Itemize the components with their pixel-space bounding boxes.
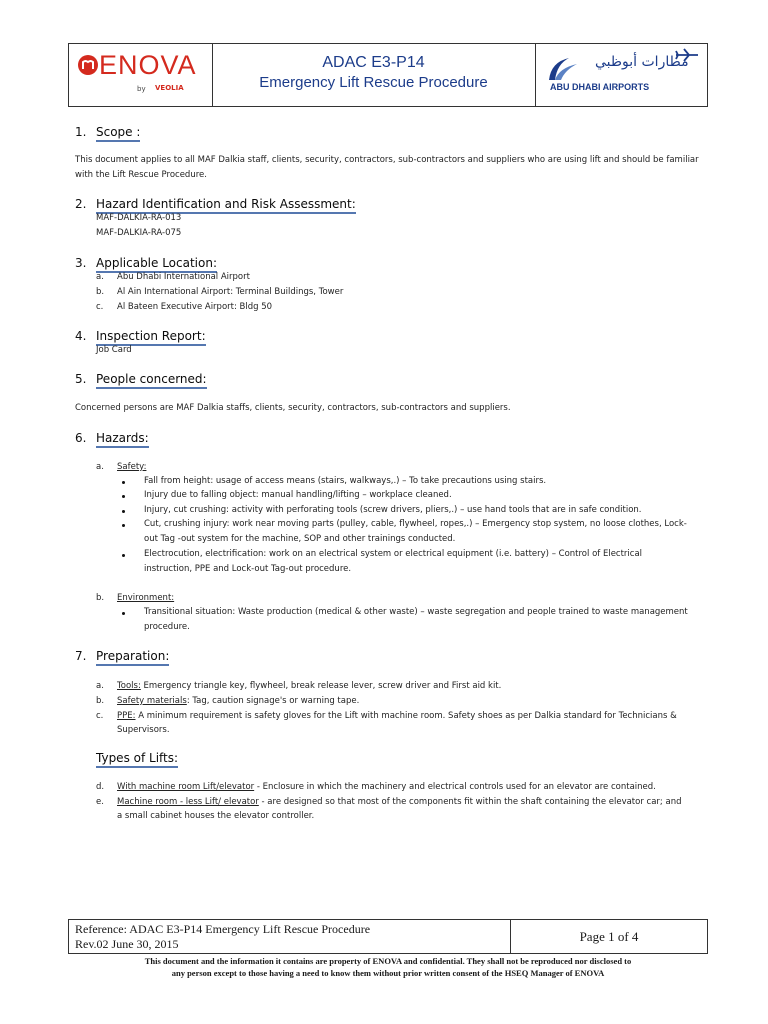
abu-dhabi-airports-logo [535,44,707,106]
scope-text: This document applies to all MAF Dalkia staff, clients, security, contractors, sub-contractors and suppliers who are using lift and should be familiar with the Lift Rescue Procedure. [75,155,699,180]
prep-mark: a. [96,681,104,691]
type-item-cont: a small cabinet houses the elevator controller. [117,811,315,821]
reference-cell [69,920,511,953]
section-title: Inspection Report: [96,329,206,346]
airport-swoosh-icon [547,54,585,84]
type-item: Machine room - less Lift/ elevator - are designed so that most of the components fit within the shaft containing the elevator car; and [117,797,682,807]
section-location-heading: 3. Applicable Location: [75,256,217,270]
enova-logo [69,44,213,106]
revision-line: Rev.02 June 30, 2015 [75,937,179,951]
risk-assessment-ref: MAF-DALKIA-RA-013 [96,213,182,223]
location-item-mark: b. [96,287,105,297]
confidentiality-disclaimer: This document and the information it contains are property of ENOVA and confidential. They shall not be reproduced nor disclosed to any person except to those having a need to know them without prior written consent of the HSEQ Manager of ENOVA [144,956,632,978]
header-title-block [212,44,536,106]
section-scope-heading: 1. Scope : [75,125,140,139]
safety-label: Safety: [117,462,147,472]
page-number: Page 1 of 4 [579,929,639,944]
people-text: Concerned persons are MAF Dalkia staffs, clients, security, contractors, sub-contractors and suppliers. [75,403,511,413]
location-item-mark: a. [96,272,104,282]
section-title: Types of Lifts: [96,751,178,768]
prep-item: Safety materials: Tag, caution signage's or warning tape. [117,696,360,706]
safety-item: Electrocution, electrification: work on an electrical system or electrical equipment (i.e. battery) – Control of Electrical [144,549,643,559]
section-title: Scope : [96,125,140,142]
document-title: Emergency Lift Rescue Procedure [259,74,488,91]
document-header [68,43,708,107]
document-code: ADAC E3-P14 [322,54,425,71]
risk-assessment-ref: MAF-DALKIA-RA-075 [96,228,182,238]
safety-item-cont: instruction, PPE and Lock-out Tag-out procedure. [144,564,352,574]
prep-mark: b. [96,696,105,706]
section-types-heading [96,751,178,765]
type-mark: e. [96,797,104,807]
type-mark: d. [96,782,105,792]
bullet-icon [122,524,125,527]
bullet-icon [122,612,125,615]
reference-line: Reference: ADAC E3-P14 Emergency Lift Rescue Procedure [75,922,371,936]
prep-item: Tools: Emergency triangle key, flywheel, break release lever, screw driver and First aid kit. [117,681,502,691]
environment-item: Transitional situation: Waste production (medical & other waste) – waste segregation and people trained to waste management [144,607,688,617]
location-item-mark: c. [96,302,104,312]
location-item: Al Bateen Executive Airport: Bldg 50 [117,302,273,312]
section-people-heading: 5. People concerned: [75,372,207,386]
section-preparation-heading: 7. Preparation: [75,649,169,663]
type-item: With machine room Lift/elevator - Enclosure in which the machinery and electrical controls used for an elevator are contained. [117,782,656,792]
hazard-mark: b. [96,593,105,603]
arabic-logo-text: مطارات أبوظبي [595,54,689,70]
enova-logo-icon [77,54,99,76]
prep-mark: c. [96,711,104,721]
safety-item: Injury due to falling object: manual handling/lifting – workplace cleaned. [144,490,452,500]
section-title: People concerned: [96,372,207,389]
veolia-text: VEOLIA [155,84,184,92]
footer-reference-table [68,919,708,954]
prep-item: PPE: A minimum requirement is safety gloves for the Lift with machine room. Safety shoes as per Dalkia standard for Technicians & [117,711,677,721]
section-title: Applicable Location: [96,256,217,273]
enova-wordmark: ENOVA [99,50,197,80]
bullet-icon [122,510,125,513]
inspection-text: Job Card [96,345,132,355]
airports-logo-text: ABU DHABI AIRPORTS [550,82,650,92]
section-title: Preparation: [96,649,169,666]
enova-by-text: by [137,85,146,93]
prep-item-cont: Supervisors. [117,725,170,735]
environment-item-cont: procedure. [144,622,190,632]
environment-label: Environment: [117,593,175,603]
safety-item: Fall from height: usage of access means (stairs, walkways,.) – To take precautions using stairs. [144,476,547,486]
hazard-mark: a. [96,462,104,472]
bullet-icon [122,481,125,484]
section-title: Hazards: [96,431,149,448]
safety-item-cont: out Tag -out system for the machine, SOP and other trainings conducted. [144,534,456,544]
location-item: Abu Dhabi International Airport [117,272,250,282]
safety-item: Cut, crushing injury: work near moving parts (pulley, cable, flywheel, ropes,.) – Emergency stop system, no loose clothes, Lock- [144,519,687,529]
section-hazard-id-heading: 2. Hazard Identification and Risk Assessment: [75,197,356,211]
section-hazards-heading: 6. Hazards: [75,431,149,445]
safety-item: Injury, cut crushing: activity with perforating tools (screw drivers, pliers,.) – use hand tools that are in safe condition. [144,505,642,515]
bullet-icon [122,495,125,498]
location-item: Al Ain International Airport: Terminal Buildings, Tower [117,287,344,297]
section-title: Hazard Identification and Risk Assessment: [96,197,356,214]
section-inspection-heading: 4. Inspection Report: [75,329,206,343]
bullet-icon [122,554,125,557]
